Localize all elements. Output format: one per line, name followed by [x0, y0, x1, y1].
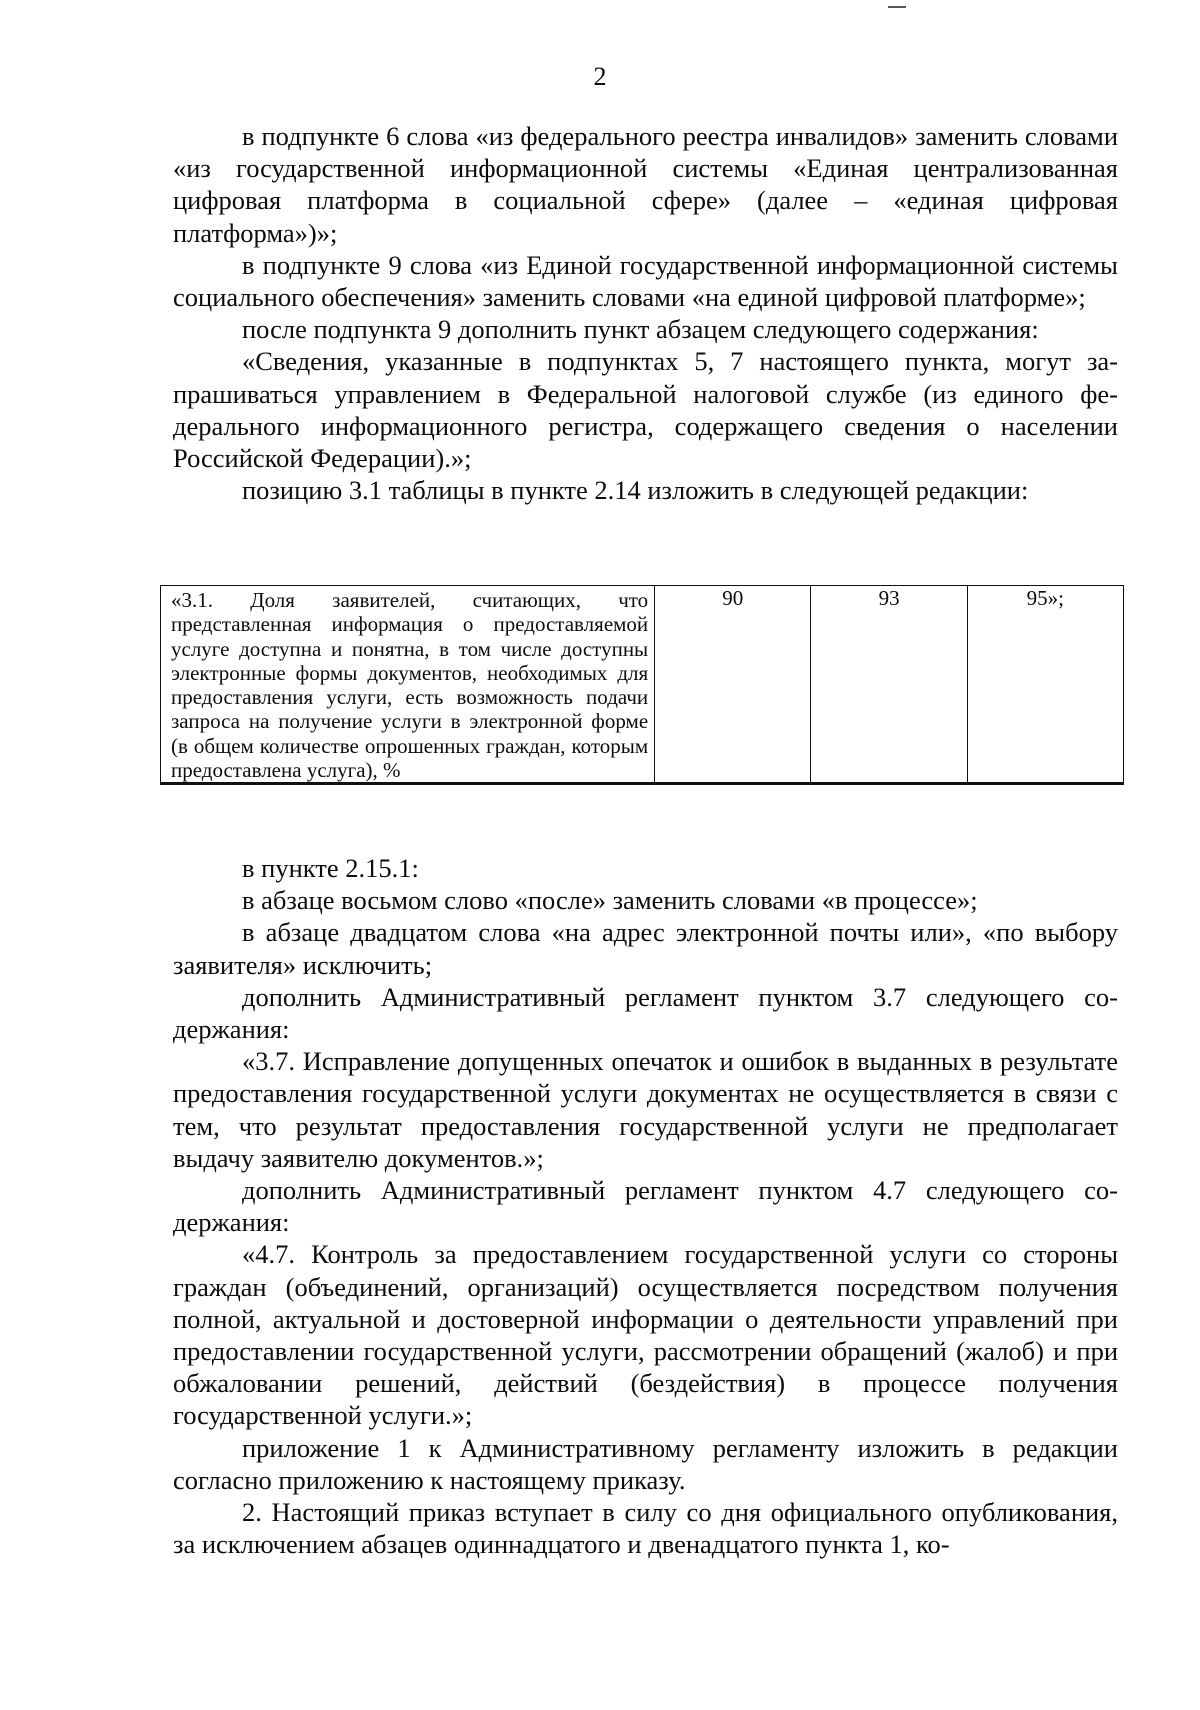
indicator-name-cell: «3.1. Доля заявителей, считающих, что представленная информация о предоставляемой услуге доступна и понятна, в том числе доступны электронные формы документов, необходимых для предоставления услуги, есть возможность подачи запроса на получение услуги в электронной форме (в общем количестве опрошенных граждан, которым предоставлена услуга), %	[161, 586, 655, 784]
paragraph: «4.7. Контроль за предоставлением государственной услуги со стороны граждан (объединений, организаций) осуществляется посредством получения полной, актуальной и достоверной информации о деятельности управлений при предоставлении государственной услуги, рассмотрении обращений (жалоб) и при обжаловании решений, действий (бездействия) в процессе получения государственной услуги.»;	[173, 1239, 1118, 1431]
paragraph: после подпункта 9 дополнить пункт абзацем следующего содержания:	[242, 314, 1039, 345]
body-text-top	[173, 120, 1118, 506]
paragraph: «3.7. Исправление допущенных опечаток и ошибок в выданных в результате предоставления государственной услуги документах не осуществляется в связи с тем, что результат предоставления государственной услуги не предполагает выдачу заявителю документов.»;	[173, 1046, 1118, 1173]
scan-artifact	[888, 6, 906, 8]
value-cell: 93	[811, 586, 967, 784]
paragraph: позицию 3.1 таблицы в пункте 2.14 изложить в следующей редакции:	[242, 475, 1029, 506]
paragraph: дополнить Административный регламент пунктом 4.7 следующего содержания:	[173, 1175, 1118, 1238]
value-cell: 95»;	[967, 586, 1123, 784]
paragraph: дополнить Административный регламент пунктом 3.7 следующего содержания:	[173, 981, 1118, 1045]
value-cell: 90	[655, 586, 811, 784]
paragraph: в подпункте 6 слова «из федерального реестра инвалидов» заменить словами «из государственной информационной системы «Единая централизованная цифровая платформа в социальной сфере» (далее – «единая цифровая платформа»)»;	[173, 121, 1118, 248]
amendment-table	[160, 585, 1124, 785]
table-row	[161, 586, 1124, 784]
paragraph: 2. Настоящий приказ вступает в силу со дня официального опубликования, за исключением абзацев одиннадцатого и двенадцатого пункта 1, ко-	[173, 1497, 1118, 1560]
paragraph: в пункте 2.15.1:	[242, 853, 419, 883]
page-number: 2	[593, 62, 607, 91]
paragraph: «Сведения, указанные в подпунктах 5, 7 настоящего пункта, могут запрашиваться управлением в Федеральной налоговой службе (из единого федерального информационного регистра, содержащего сведения о населении Российской Федерации).»;	[173, 346, 1118, 474]
paragraph: в подпункте 9 слова «из Единой государственной информационной системы социального обеспечения» заменить словами «на единой цифровой платформе»;	[173, 249, 1118, 313]
paragraph: в абзаце восьмом слово «после» заменить словами «в процессе»;	[242, 885, 978, 916]
body-text-bottom	[173, 852, 1118, 1560]
paragraph: приложение 1 к Административному регламенту изложить в редакции согласно приложению к настоящему приказу.	[173, 1432, 1118, 1495]
paragraph: в абзаце двадцатом слова «на адрес электронной почты или», «по выбору заявителя» исключить;	[173, 917, 1118, 980]
